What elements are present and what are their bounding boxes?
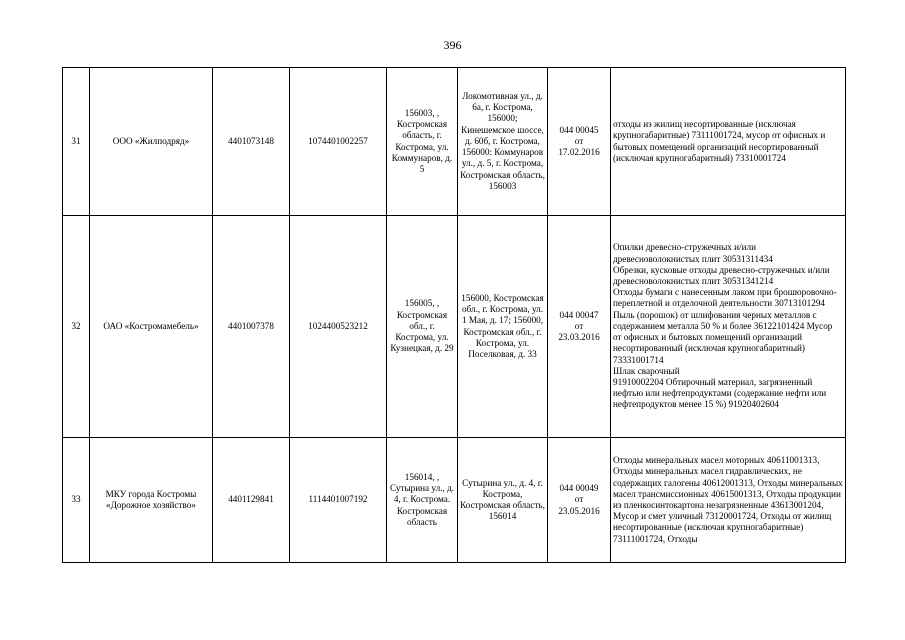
object-address-cell: Локомотивная ул., д. 6а, г. Кострома, 156000; Кинешемское шоссе, д. 60б, г. Кострома, 156000: Коммунаров ул., д. 5, г. Кострома, Костромская область, 156003 xyxy=(458,68,548,216)
license-cell: 044 00045 от 17.02.2016 xyxy=(548,68,611,216)
object-address-cell: Сутырина ул., д. 4, г. Кострома, Костромская область, 156014 xyxy=(458,438,548,563)
table-row xyxy=(63,68,846,216)
page-number: 396 xyxy=(443,38,462,52)
ogrn-cell: 1074401002257 xyxy=(290,68,387,216)
inn-cell: 4401129841 xyxy=(213,438,290,563)
license-cell: 044 00047 от 23.03.2016 xyxy=(548,216,611,438)
inn-cell: 4401073148 xyxy=(213,68,290,216)
organization-name: ООО «Жилподряд» xyxy=(90,68,213,216)
row-number: 31 xyxy=(63,68,90,216)
ogrn-cell: 1024400523212 xyxy=(290,216,387,438)
object-address-cell: 156000, Костромская обл., г. Кострома, ул. 1 Мая, д. 17; 156000, Костромская обл., г. Кострома, ул. Поселковая, д. 33 xyxy=(458,216,548,438)
waste-types-cell xyxy=(611,68,846,216)
organization-name: МКУ города Костромы «Дорожное хозяйство» xyxy=(90,438,213,563)
ogrn-cell: 1114401007192 xyxy=(290,438,387,563)
waste-types-text: Опилки древесно-стружечных и/или древесноволокнистых плит 30531311434 Обрезки, кусковые отходы древесно-стружечных и/или древесноволокнистых плит 30531341214 Отходы бумаги с нанесенным лаком при брошюровочно-переплетной и отделочной деятельности 30713101294 Пыль (порошок) от шлифования черных металлов с содержанием металла 50 % и более 36122101424 Мусор от офисных и бытовых помещений организаций несортированный (исключая крупногабаритный) 73331001714 Шлак сварочный 91910002204 Обтирочный материал, загрязненный нефтью или нефтепродуктами (содержание нефти или нефтепродуктов менее 15 %) 91920402604 xyxy=(613,242,837,410)
table-row xyxy=(63,438,846,563)
waste-types-cell xyxy=(611,438,846,563)
inn-cell: 4401007378 xyxy=(213,216,290,438)
legal-address-cell: 156005, , Костромская обл., г. Кострома, ул. Кузнецкая, д. 29 xyxy=(387,216,458,438)
table-row xyxy=(63,216,846,438)
legal-address-cell: 156014, , Сутырина ул., д. 4, г. Кострома. Костромская область xyxy=(387,438,458,563)
organization-name: ОАО «Костромамебель» xyxy=(90,216,213,438)
legal-address-cell: 156003, , Костромская область, г. Кострома, ул. Коммунаров, д. 5 xyxy=(387,68,458,216)
license-cell: 044 00049 от 23.05.2016 xyxy=(548,438,611,563)
waste-types-text: Отходы минеральных масел моторных 40611001313, Отходы минеральных масел гидравлических, не содержащих галогены 40612001313, Отходы минеральных масел трансмиссионных 40615001313, Отходы продукции из пленкосинтокартона незагрязненные 43613001204, Мусор и смет уличный 73120001724, Отходы от жилищ несортированные (исключая крупногабаритные) 73111001724, Отходы xyxy=(613,455,843,544)
row-number: 33 xyxy=(63,438,90,563)
waste-types-text: отходы из жилищ несортированные (исключая крупногабаритные) 73111001724, мусор от офисных и бытовых помещений организаций несортированный (исключая крупногабаритный) 73310001724 xyxy=(613,119,826,163)
waste-types-cell xyxy=(611,216,846,438)
license-registry-table xyxy=(62,67,846,563)
row-number: 32 xyxy=(63,216,90,438)
